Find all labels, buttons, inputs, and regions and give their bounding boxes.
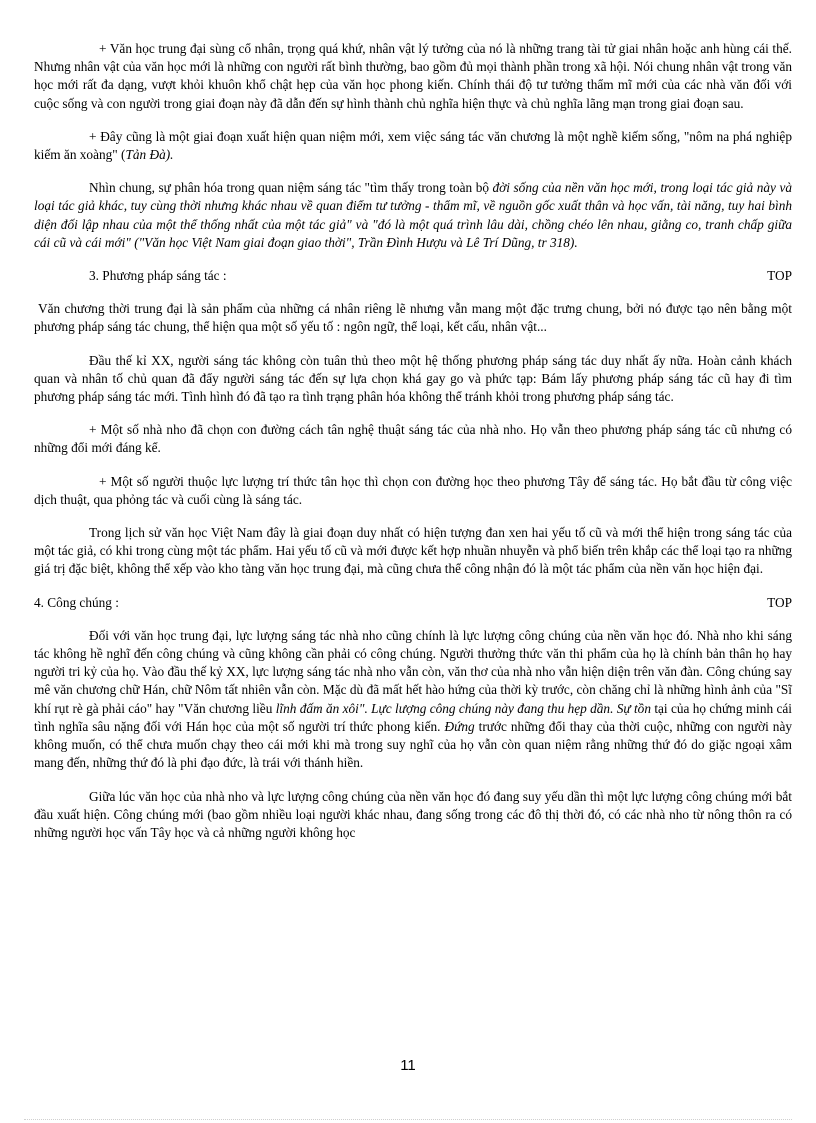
paragraph-text: Nhìn chung, sự phân hóa trong quan niệm sáng tác "tìm thấy trong toàn bộ (89, 180, 493, 196)
paragraph-early-20th-century: Đầu thế kỉ XX, người sáng tác không còn tuân thủ theo một hệ thống phương pháp sáng tác duy nhất ấy nữa. Hoàn cảnh khách quan và nhân tố chủ quan đã đẩy người sáng tác đến sự lựa chọn khá gay go và phức tạp: Bám lấy phương pháp sáng tác cũ hay đi tìm phương pháp sáng tác mới. Tình hình đó đã tạo ra tình trạng phân hóa không thể tránh khỏi trong phương pháp sáng tác. (34, 352, 792, 405)
paragraph-medieval-literature: Văn chương thời trung đại là sản phẩm của những cá nhân riêng lẽ nhưng vẫn mang một đặc trưng chung, bởi nó được tạo nên bằng một phương pháp sáng tác chung, thể hiện qua một số yếu tố : ngôn ngữ, thể loại, kết cấu, nhân vật... (34, 301, 792, 335)
paragraph-text: trước những đổi thay của thời cuộc, những con người này không muốn, có thể chưa muốn chạy theo cái mới khi mà trong suy nghĩ của họ vẫn còn quan niệm rằng những thứ đó do giặc ngoại xâm mang đến, những thứ đó là phi đạo đức, là trái với thánh hiền. (34, 718, 792, 771)
paragraph-text: Đối với văn học trung đại, lực lượng sáng tác nhà nho cũng chính là lực lượng công chúng của nền văn học đó. Nhà nho khi sáng tác không hề nghĩ đến công chúng và cũng không cần phải có công chúng. Người thưởng thức văn thi phẩm của họ là chính bản thân họ hay người tri kỷ của họ. Vào đầu thế kỷ XX, lực lượng sáng tác nhà nho vẫn còn, văn thơ của nhà nho vẫn hiện diện trên văn đàn. Công chúng say mê văn chương chữ Hán, chữ Nôm tất nhiên vẫn còn. Mặc dù đã mất hết hào hứng của thời kỳ trước, còn chăng chỉ là những hình ảnh của "Sĩ khí rụt rè gà phải cáo" hay "Văn chương liều (34, 627, 792, 716)
section-title: 3. Phương pháp sáng tác : (89, 268, 227, 284)
paragraph-text: + Đây cũng là một giai đoạn xuất hiện quan niệm mới, xem việc sáng tác văn chương là một nghề kiếm sống, "nôm na phá nghiệp kiếm ăn xoàng" ( (34, 128, 792, 163)
section-heading-audience (34, 594, 792, 612)
top-link[interactable]: TOP (767, 268, 792, 284)
section-heading-methods (34, 267, 792, 285)
italic-text: Đứng (444, 718, 475, 734)
page-divider (24, 1119, 792, 1120)
paragraph-audience-medieval (34, 627, 792, 773)
paragraph-medieval-characters: + Văn học trung đại sùng cổ nhân, trọng quá khứ, nhân vật lý tưởng của nó là những trang tài tử giai nhân hoặc anh hùng cái thế. Nhưng nhân vật của văn học mới là những con người rất bình thường, bao gồm đủ mọi thành phần trong xã hội. Nói chung nhân vật trong văn học mới rất đa dạng, vượt khỏi khuôn khổ chật hẹp của văn học phong kiến. Chính thái độ tư tưởng thẩm mĩ mới của các nhà văn đối với cuộc sống và con người trong giai đoạn này đã dẫn đến sự hình thành chủ nghĩa hiện thực và chủ nghĩa lãng mạn trong giai đoạn sau. (34, 41, 792, 111)
paragraph-text: tại của họ chứng minh cái tình nghĩa sâu nặng đối với Hán học của một số người trí thức phong kiến. (34, 700, 792, 734)
paragraph-new-audience: Giữa lúc văn học của nhà nho và lực lượng công chúng của nền văn học đó đang suy yếu dần thì một lực lượng công chúng mới bắt đầu xuất hiện. Công chúng mới (bao gồm nhiều loại người khác nhau, đang sống trong các đô thị thời đó, có các nhà nho từ nông thôn ra có những người học vấn Tây học và cả những người không học (34, 788, 792, 840)
section-title: 4. Công chúng : (34, 594, 119, 610)
quotation: đời sống của nền văn học mới, trong loại tác giả này và loại tác giả khác, tuy cùng thời nhưng khác nhau về quan điểm tư tưởng - thẩm mĩ, về nguồn gốc xuất thân và học vấn, tài năng, tuy hai bình diện đối lập nhau của một thể thống nhất của một tác giả" và "đó là một quá trình lâu dài, chồng chéo lên nhau, giằng co, tranh chấp giữa cái cũ và cái mới" ("Văn học Việt Nam giai đoạn giao thời", Trần Đình Hượu và Lê Trí Dũng, tr 318). (34, 180, 792, 250)
author-reference: Tản Đà). (125, 147, 174, 163)
italic-text: lĩnh đấm ăn xôi". Lực lượng công chúng này đang thu hẹp dần. Sự tồn (275, 700, 651, 716)
page-number: 11 (400, 1057, 416, 1074)
top-link[interactable]: TOP (767, 594, 792, 610)
paragraph-interweaving: Trong lịch sử văn học Việt Nam đây là giai đoạn duy nhất có hiện tượng đan xen hai yếu tố cũ và mới thể hiện trong sáng tác của một tác giả, có khi trong cùng một tác phẩm. Hai yếu tố cũ và mới được kết hợp nhuần nhuyễn và phổ biến trên khắp các thể loại tạo ra những giá trị đặc biệt, không thể xếp vào kho tàng văn học trung đại, mà cũng chưa thể công nhận đó là một tác phẩm của nền văn học hiện đại. (34, 525, 792, 577)
document-page (34, 40, 792, 857)
paragraph-western-educated: + Một số người thuộc lực lượng trí thức tân học thì chọn con đường học theo phương Tây để sáng tác. Họ bắt đầu từ công việc dịch thuật, qua phỏng tác và cuối cùng là sáng tác. (34, 473, 792, 507)
paragraph-summary (34, 179, 792, 252)
paragraph-confucian-writers: + Một số nhà nho đã chọn con đường cách tân nghệ thuật sáng tác của nhà nho. Họ vẫn theo phương pháp sáng tác cũ nhưng có những đổi mới đáng kể. (34, 422, 792, 456)
paragraph-writing-profession (34, 128, 792, 164)
